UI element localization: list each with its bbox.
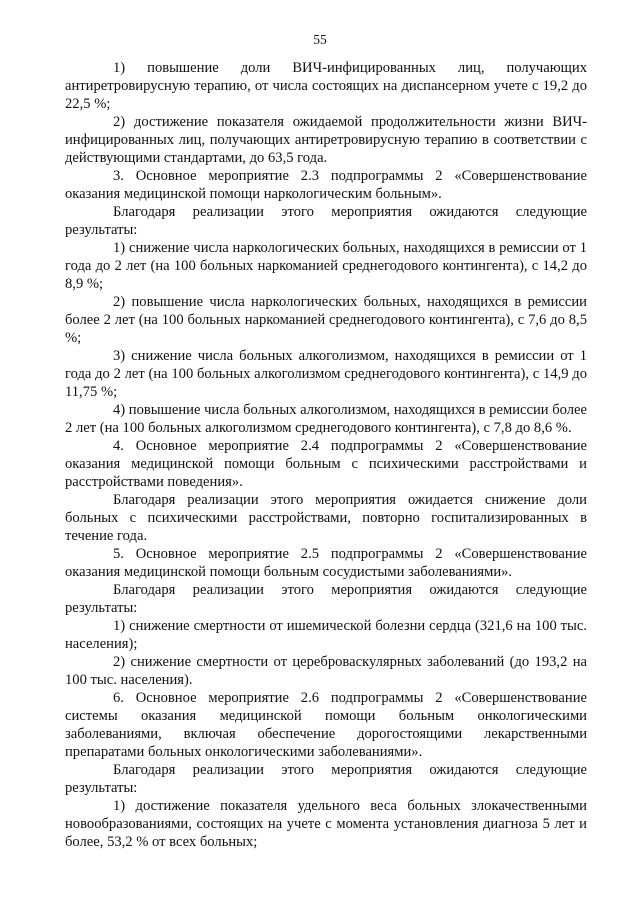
paragraph-measure-2-3: 3. Основное мероприятие 2.3 подпрограммы 2 «Совершенствование оказания медицинской помощи наркологическим больным». xyxy=(65,168,587,202)
document-body xyxy=(65,59,587,851)
paragraph-results-intro: Благодаря реализации этого мероприятия ожидаются следующие результаты: xyxy=(65,204,587,238)
paragraph-oncology-share: 1) достижение показателя удельного веса больных злокачественными новообразованиями, состоящих на учете с момента установления диагноза 5 лет и более, 53,2 % от всех больных; xyxy=(65,798,587,850)
paragraph-narcology-remission-1-2: 1) снижение числа наркологических больных, находящихся в ремиссии от 1 года до 2 лет (на 100 больных наркоманией среднегодового контингента), с 14,2 до 8,9 %; xyxy=(65,240,587,292)
paragraph-measure-2-4: 4. Основное мероприятие 2.4 подпрограммы 2 «Совершенствование оказания медицинской помощи больным с психическими расстройствами и расстройствами поведения». xyxy=(65,438,587,490)
paragraph-alcohol-remission-1-2: 3) снижение числа больных алкоголизмом, находящихся в ремиссии от 1 года до 2 лет (на 100 больных алкоголизмом среднегодового контингента), с 14,9 до 11,75 %; xyxy=(65,348,587,400)
paragraph-results-intro: Благодаря реализации этого мероприятия ожидаются следующие результаты: xyxy=(65,762,587,796)
page-number: 55 xyxy=(313,32,327,47)
paragraph-hiv-share: 1) повышение доли ВИЧ-инфицированных лиц, получающих антиретровирусную терапию, от числа состоящих на диспансерном учете с 19,2 до 22,5 %; xyxy=(65,60,587,112)
paragraph-measure-2-5: 5. Основное мероприятие 2.5 подпрограммы 2 «Совершенствование оказания медицинской помощи больным сосудистыми заболеваниями». xyxy=(65,546,587,580)
paragraph-ischemic-mortality: 1) снижение смертности от ишемической болезни сердца (321,6 на 100 тыс. населения); xyxy=(65,618,587,652)
paragraph-narcology-remission-2plus: 2) повышение числа наркологических больных, находящихся в ремиссии более 2 лет (на 100 больных наркоманией среднегодового контингента), с 7,6 до 8,5 %; xyxy=(65,294,587,346)
paragraph-alcohol-remission-2plus: 4) повышение числа больных алкоголизмом, находящихся в ремиссии более 2 лет (на 100 больных алкоголизмом среднегодового контингента), с 7,8 до 8,6 %. xyxy=(65,402,587,436)
paragraph-results-intro: Благодаря реализации этого мероприятия ожидаются следующие результаты: xyxy=(65,582,587,616)
paragraph-psychiatric-result: Благодаря реализации этого мероприятия ожидается снижение доли больных с психическими расстройствами, повторно госпитализированных в течение года. xyxy=(65,492,587,544)
paragraph-measure-2-6: 6. Основное мероприятие 2.6 подпрограммы 2 «Совершенствование системы оказания медицинской помощи больным онкологическими заболеваниями, включая обеспечение дорогостоящими лекарственными препаратами больных онкологическими заболеваниями». xyxy=(65,690,587,760)
paragraph-hiv-life-expectancy: 2) достижение показателя ожидаемой продолжительности жизни ВИЧ-инфицированных лиц, получающих антиретровирусную терапию в соответствии с действующими стандартами, до 63,5 года. xyxy=(65,114,587,166)
paragraph-cerebrovascular-mortality: 2) снижение смертности от цереброваскулярных заболеваний (до 193,2 на 100 тыс. населения). xyxy=(65,654,587,688)
